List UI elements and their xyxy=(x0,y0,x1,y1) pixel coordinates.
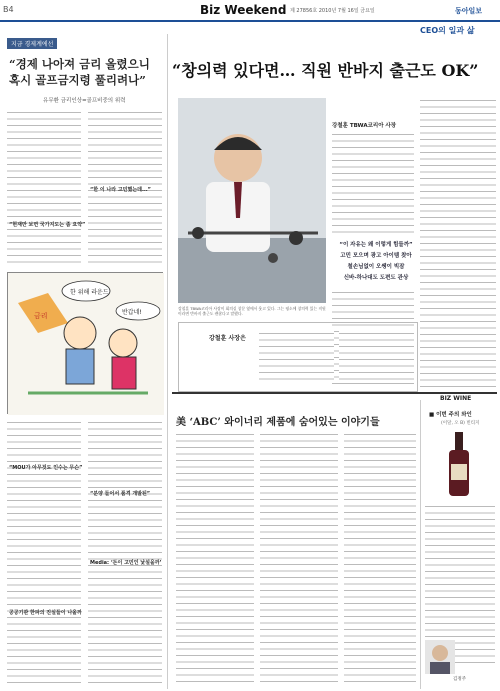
writer-photo xyxy=(425,640,455,674)
issue-date: 제 27856호 2010년 7월 16일 금요일 xyxy=(290,8,375,14)
wine-headline: 美 ‘ABC’ 와이너리 제품에 숨어있는 이야기들 xyxy=(176,417,380,428)
wine-sidebar-heading: ■ 이번 주의 와인 xyxy=(429,412,472,418)
writer-name: 김정주 xyxy=(453,677,467,682)
cartoon-illustration xyxy=(7,272,163,414)
photo-caption: 강철훈 TBWA코리아 사장이 회의실 창문 옆에서 웃고 있다. 그는 평소에 창의력 있는 직원이라면 반바지 출근도 괜찮다고 말했다. xyxy=(178,306,326,316)
profile-name: 강철훈 사장은 xyxy=(209,335,246,342)
wine-bottle-icon xyxy=(421,430,499,500)
wine-sidebar-subheading: (이달, 오 B) 빈티지 xyxy=(441,421,480,426)
ceo-tag: CEO의 일과 삶 xyxy=(420,26,475,35)
pull-quote xyxy=(336,240,416,284)
profile-text xyxy=(259,331,334,383)
body-text-block xyxy=(420,98,496,387)
svg-text:한 위해 라운드: 한 위해 라운드 xyxy=(70,289,109,296)
pull-quote-line: “이 자유는 왜 이렇게 힘들까” xyxy=(339,242,413,248)
page-number: B4 xyxy=(3,5,14,14)
body-text-block xyxy=(7,420,81,688)
column-kicker: 지금 경제계에선 xyxy=(7,38,57,49)
left-subhead: Media: ‘돈이 고민인 낯설을까’ xyxy=(90,560,162,566)
section-title: Biz Weekend xyxy=(200,3,287,17)
pull-quote-line: 고민 모으며 광고 아이템 찾아 xyxy=(340,253,412,259)
left-subhead: “분양 들어서 품격 개발된” xyxy=(90,491,151,497)
left-headline-line-2: 혹시 골프금지령 풀리려나” xyxy=(9,73,146,87)
interviewee-name: 강철훈 TBWA코리아 사장 xyxy=(332,123,397,129)
profile-text xyxy=(339,331,414,383)
body-text-block xyxy=(344,432,416,687)
body-text-block xyxy=(176,432,254,687)
left-headline xyxy=(9,56,164,88)
left-headline-line-1: “경제 나아져 금리 올렸으니 xyxy=(9,57,150,71)
left-byline: 유무환 금리인상=골프비중의 위력 xyxy=(43,98,126,104)
main-headline: “창의력 있다면… 직원 반바지 출근도 OK” xyxy=(172,61,479,80)
left-subhead: “현재만 보면 국가지도는 좀 요약” xyxy=(9,222,86,228)
pull-quote-line: 철손님없이 오쌩이 빅잠 xyxy=(347,264,405,270)
body-text-block xyxy=(260,432,338,687)
svg-text:반갑네!: 반갑네! xyxy=(122,309,142,316)
left-subhead: “MOU가 아무것도 인수는 무슨” xyxy=(9,465,83,471)
left-column xyxy=(3,34,168,689)
profile-box xyxy=(178,322,418,392)
wine-section-tag: BIZ WINE xyxy=(440,395,472,402)
paper-name: 동아일보 xyxy=(455,7,483,15)
page-header xyxy=(0,0,500,22)
pull-quote-line: 신바-하나대도 도편도 관상 xyxy=(343,275,409,281)
left-subhead: “한 이 나라 고민했는데...” xyxy=(90,187,151,193)
body-text-block xyxy=(332,132,414,234)
svg-text:금리: 금리 xyxy=(34,312,48,320)
left-subhead: 공공기관 한파의 진실들이 나올까 xyxy=(9,610,82,616)
wine-sidebar xyxy=(420,400,498,689)
body-text-block xyxy=(7,110,81,265)
body-text-block xyxy=(88,420,162,688)
ceo-photo xyxy=(178,98,326,303)
